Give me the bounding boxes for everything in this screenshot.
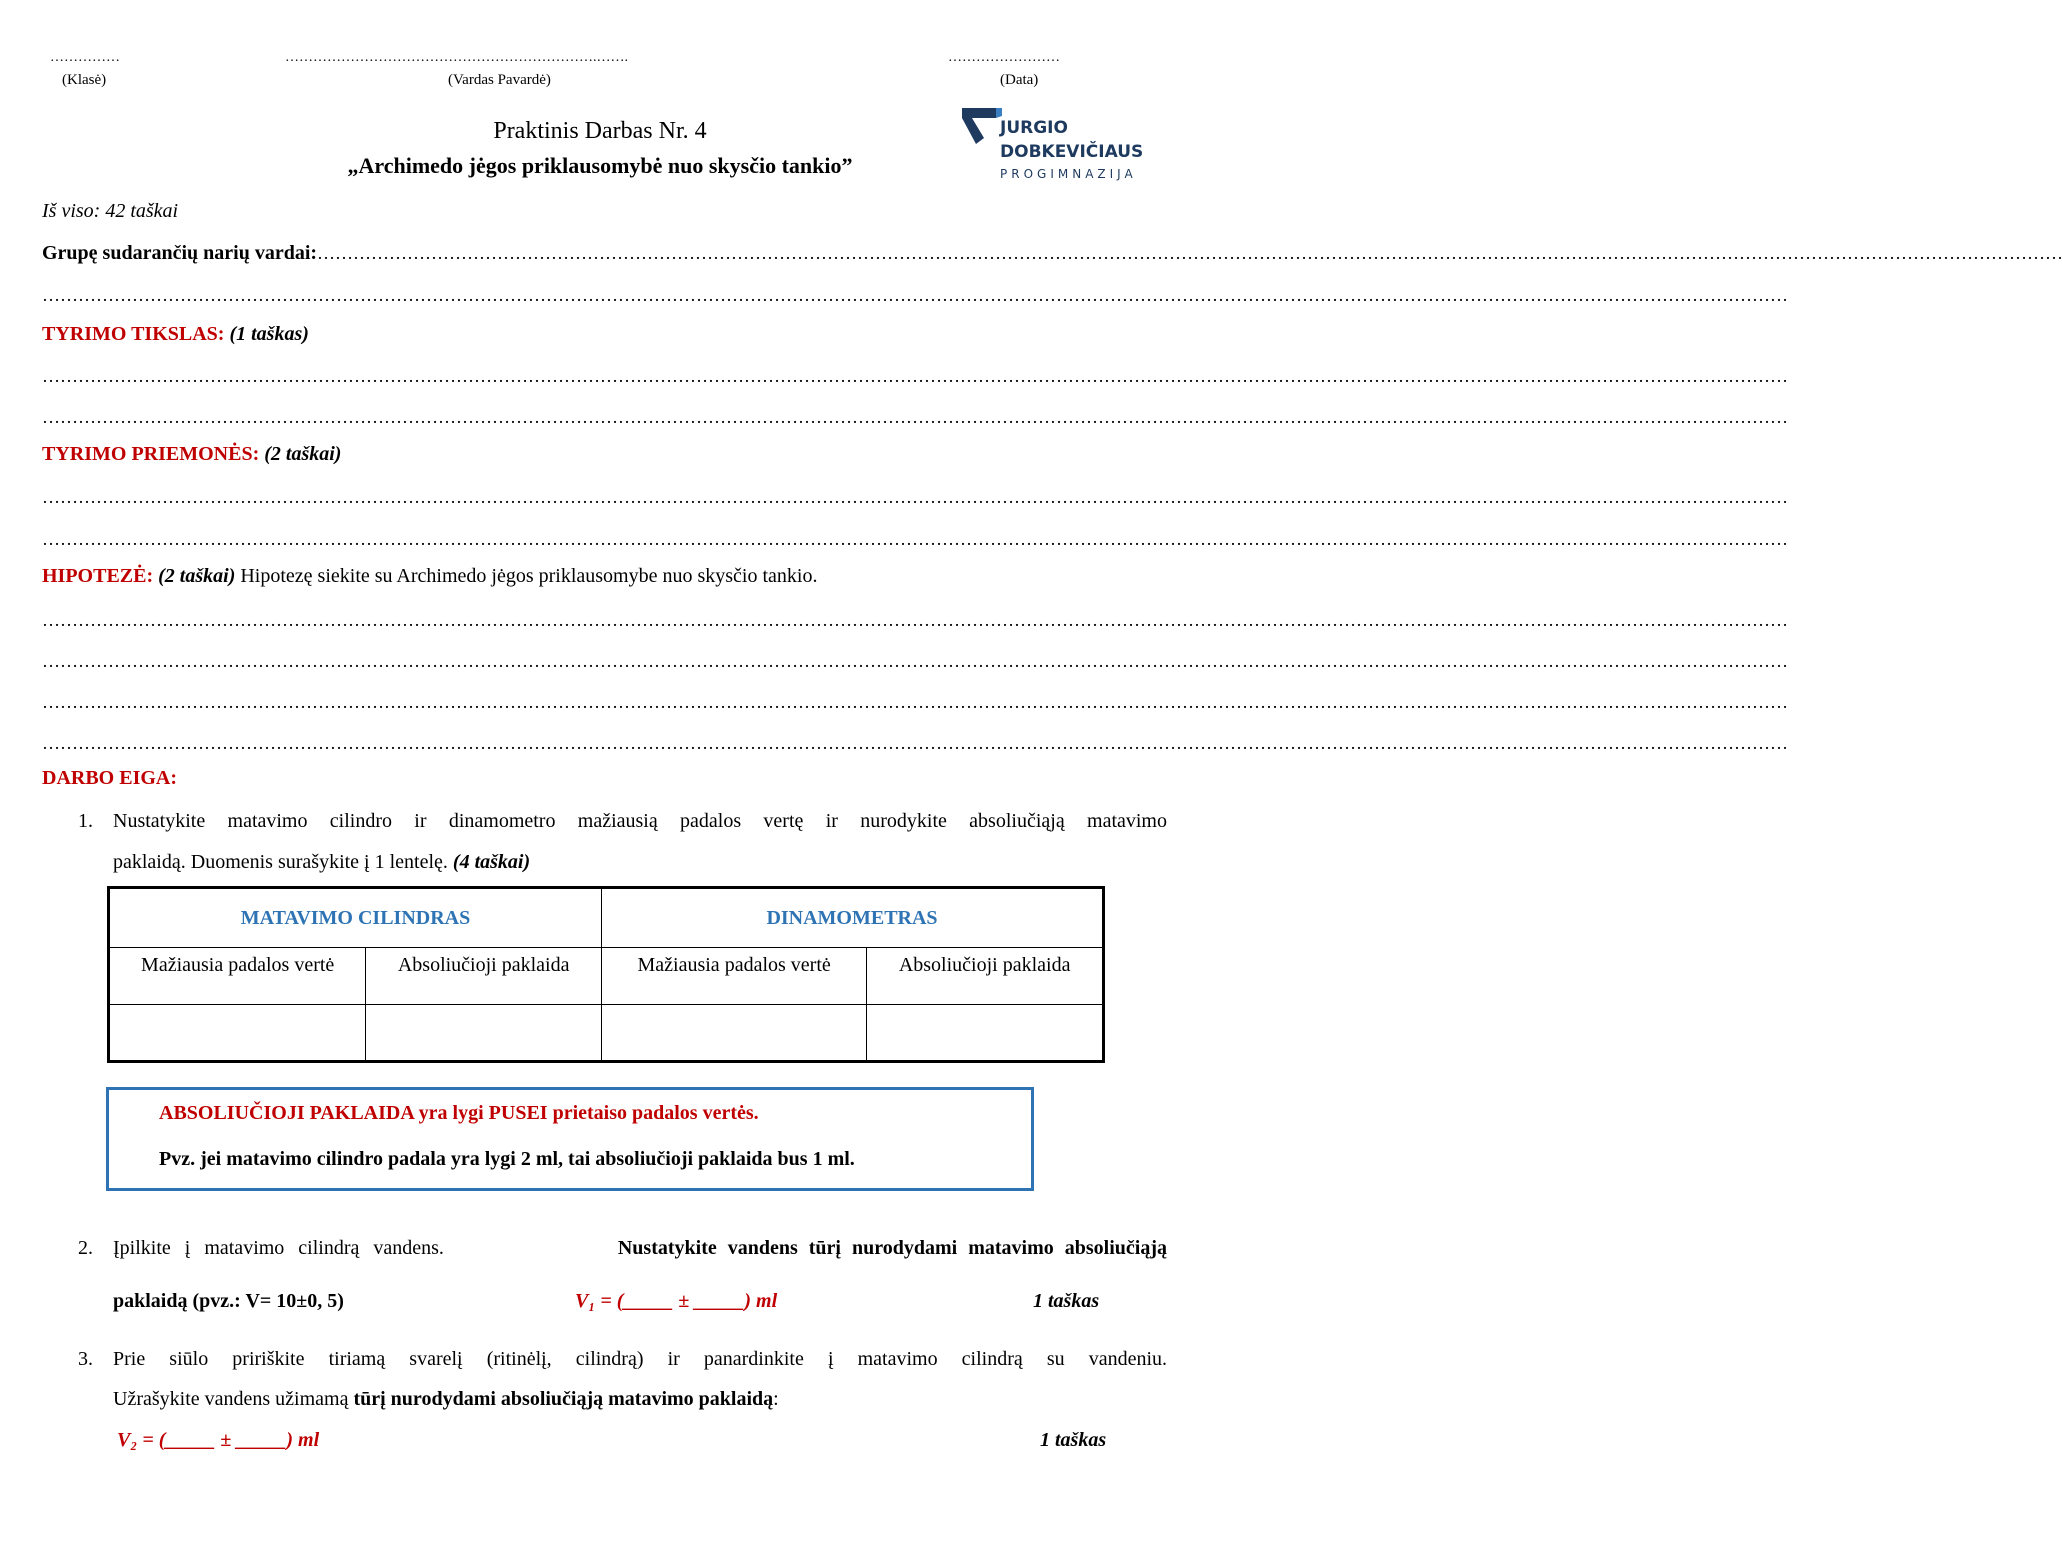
group-members-row[interactable]: [42, 242, 2063, 265]
table-head-cylinder: MATAVIMO CILINDRAS: [109, 888, 602, 948]
step-3-text-bold: tūrį nurodydami absoliučiąją matavimo paklaidą: [353, 1388, 774, 1410]
tools-line-2[interactable]: …………………………………………………………………………………………………………………………………………………………………………………………………………………………………………………………………: [42, 529, 1788, 549]
date-field[interactable]: ……………………: [948, 50, 1060, 65]
step-2-text-a-row: [113, 1237, 1167, 1260]
date-caption: (Data): [1000, 72, 1039, 88]
procedure-heading: DARBO EIGA:: [42, 767, 178, 789]
step-2-points: 1 taškas: [1033, 1290, 1100, 1312]
note-line-2: Pvz. jei matavimo cilindro padala yra lygi 2 ml, tai absoliučioji paklaida bus 1 ml.: [159, 1148, 855, 1170]
step-2-number: 2.: [78, 1237, 93, 1259]
note-line-1: ABSOLIUČIOJI PAKLAIDA yra lygi PUSEI prietaiso padalos vertės.: [159, 1102, 759, 1124]
name-field[interactable]: ………………………………………………………….…….: [285, 50, 628, 65]
step-3-text-b-row: [113, 1388, 779, 1411]
step-3-number: 3.: [78, 1348, 93, 1370]
hypothesis-line-2[interactable]: …………………………………………………………………………………………………………………………………………………………………………………………………………………………………………………………………: [42, 651, 1788, 671]
step-1-text-a: Nustatykite matavimo cilindro ir dinamometro mažiausią padalos vertę ir nurodykite absoliučiąją matavimo: [113, 810, 1167, 832]
name-caption: (Vardas Pavardė): [448, 72, 551, 88]
logo-line3: PROGIMNAZIJA: [1000, 167, 1137, 181]
step-2-text-a: Įpilkite į matavimo cilindrą vandens.: [113, 1237, 444, 1259]
step-1-text-b-row: [113, 851, 530, 874]
hypothesis-label: HIPOTEZĖ:: [42, 565, 154, 587]
group-dots[interactable]: …………………………………………………………………………………………………………………………………………………………………………………………………………………………………………………………………: [317, 243, 2063, 263]
step-2-text-b: paklaidą (pvz.: V= 10±0, 5): [113, 1290, 344, 1312]
page-subtitle: „Archimedo jėgos priklausomybė nuo skysčio tankio”: [347, 153, 853, 178]
goal-label: TYRIMO TIKSLAS:: [42, 323, 225, 345]
logo-line1: JURGIO: [1000, 118, 1068, 138]
step-1-number: 1.: [78, 810, 93, 832]
goal-points: (1 taškas): [229, 323, 309, 345]
group-label: Grupę sudarančių narių vardai:: [42, 242, 318, 264]
step-3-text-a: Prie siūlo pririškite tiriamą svarelį (ritinėlį, cilindrą) ir panardinkite į matavimo cilindrą su vandeniu.: [113, 1348, 1167, 1370]
logo-mark-icon: [962, 108, 1002, 144]
table-head-dynamometer: DINAMOMETRAS: [602, 888, 1104, 948]
measurement-table: [107, 886, 1105, 1063]
hypothesis-line-1[interactable]: …………………………………………………………………………………………………………………………………………………………………………………………………………………………………………………………………: [42, 610, 1788, 630]
table-sub-cylinder-division: Mažiausia padalos vertė: [109, 948, 366, 1005]
tools-points: (2 taškai): [264, 443, 342, 465]
group-line-2[interactable]: …………………………………………………………………………………………………………………………………………………………………………………………………………………………………………………………………: [42, 285, 1788, 305]
step-1-points: (4 taškai): [452, 851, 531, 873]
logo-line2: DOBKEVIČIAUS: [1000, 142, 1144, 162]
table-sub-dyn-error: Absoliučioji paklaida: [867, 948, 1104, 1005]
goal-line-1[interactable]: …………………………………………………………………………………………………………………………………………………………………………………………………………………………………………………………………: [42, 366, 1788, 386]
step-3-formula[interactable]: V₂ = (_____ ± _____) ml: [117, 1429, 320, 1451]
class-field[interactable]: ……………: [50, 50, 120, 65]
tools-heading: [42, 443, 341, 466]
table-sub-cylinder-error: Absoliučioji paklaida: [366, 948, 602, 1005]
hypothesis-line-3[interactable]: …………………………………………………………………………………………………………………………………………………………………………………………………………………………………………………………………: [42, 692, 1788, 712]
hypothesis-points: (2 taškai): [158, 565, 236, 587]
step-3-text-b: Užrašykite vandens užimamą: [113, 1388, 349, 1410]
step-2-text-bold: Nustatykite vandens tūrį nurodydami matavimo absoliučiąją: [617, 1237, 1167, 1259]
total-points: Iš viso: 42 taškai: [42, 200, 179, 222]
table-cell-dyn-error[interactable]: [867, 1005, 1104, 1062]
step-3-text-end: :: [773, 1388, 779, 1410]
step-3-points: 1 taškas: [1040, 1429, 1107, 1451]
step-1-text-b: paklaidą. Duomenis surašykite į 1 lentelę.: [113, 851, 448, 873]
tools-label: TYRIMO PRIEMONĖS:: [42, 443, 260, 465]
table-sub-dyn-division: Mažiausia padalos vertė: [602, 948, 867, 1005]
goal-heading: [42, 323, 309, 346]
table-cell-cylinder-division[interactable]: [109, 1005, 366, 1062]
tools-line-1[interactable]: …………………………………………………………………………………………………………………………………………………………………………………………………………………………………………………………………: [42, 487, 1788, 507]
step-2-formula[interactable]: V₁ = (_____ ± _____) ml: [575, 1290, 778, 1312]
page-title: Praktinis Darbas Nr. 4: [493, 118, 707, 144]
hypothesis-line-4[interactable]: …………………………………………………………………………………………………………………………………………………………………………………………………………………………………………………………………: [42, 733, 1788, 753]
hypothesis-instruction: Hipotezę siekite su Archimedo jėgos priklausomybe nuo skysčio tankio.: [235, 565, 818, 587]
absolute-error-note: [106, 1087, 1034, 1191]
goal-line-2[interactable]: …………………………………………………………………………………………………………………………………………………………………………………………………………………………………………………………………: [42, 407, 1788, 427]
table-cell-dyn-division[interactable]: [602, 1005, 867, 1062]
school-logo: [962, 104, 1162, 184]
class-caption: (Klasė): [62, 72, 107, 88]
table-cell-cylinder-error[interactable]: [366, 1005, 602, 1062]
hypothesis-heading: [42, 565, 817, 588]
